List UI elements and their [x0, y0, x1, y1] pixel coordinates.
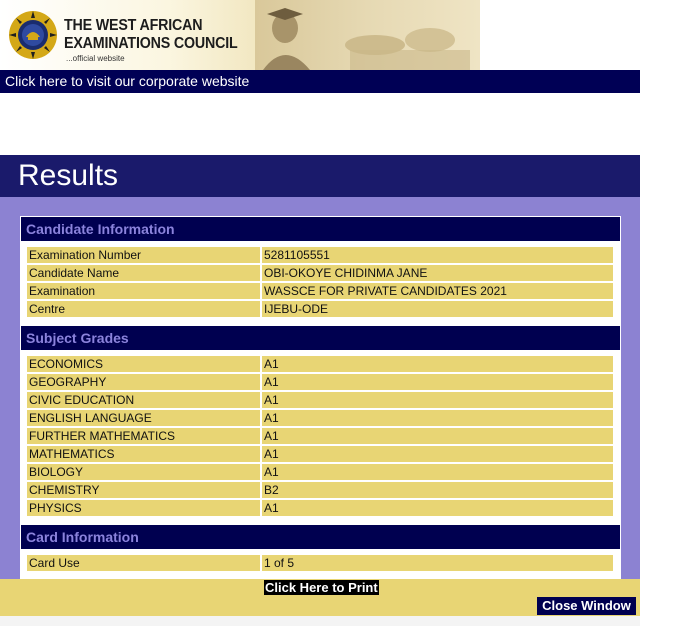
subject-name: PHYSICS: [27, 500, 260, 516]
subject-name: BIOLOGY: [27, 464, 260, 480]
subject-name: ECONOMICS: [27, 356, 260, 372]
subject-name: CIVIC EDUCATION: [27, 392, 260, 408]
close-bar: [0, 596, 640, 616]
candidate-row-value: 5281105551: [262, 247, 613, 263]
subject-grade: A1: [262, 356, 613, 372]
organization-name-line1: THE WEST AFRICAN: [64, 17, 203, 34]
close-window-button[interactable]: Close Window: [537, 597, 636, 615]
candidate-row-label: Examination: [27, 283, 260, 299]
grade-row: [27, 392, 613, 408]
grade-row: [27, 500, 613, 516]
candidate-info-heading: Candidate Information: [21, 217, 620, 241]
banner-subtitle: ...official website: [66, 54, 125, 63]
card-row-label: Card Use: [27, 555, 260, 571]
subject-name: CHEMISTRY: [27, 482, 260, 498]
candidate-row: [27, 247, 613, 263]
subject-name: FURTHER MATHEMATICS: [27, 428, 260, 444]
results-panel: [0, 197, 640, 579]
candidate-row: [27, 301, 613, 317]
print-bar: [0, 579, 640, 596]
grade-row: [27, 446, 613, 462]
subject-grade: A1: [262, 500, 613, 516]
subject-name: GEOGRAPHY: [27, 374, 260, 390]
candidate-row-value: IJEBU-ODE: [262, 301, 613, 317]
banner-photo: [255, 0, 480, 70]
candidate-row-label: Centre: [27, 301, 260, 317]
subject-grades-heading: Subject Grades: [21, 326, 620, 350]
card-row-value: 1 of 5: [262, 555, 613, 571]
candidate-row: [27, 283, 613, 299]
subject-grade: A1: [262, 428, 613, 444]
corporate-website-link[interactable]: Click here to visit our corporate website: [0, 70, 640, 93]
grade-row: [27, 374, 613, 390]
subject-grade: A1: [262, 446, 613, 462]
candidate-row-value: OBI-OKOYE CHIDINMA JANE: [262, 265, 613, 281]
results-title: Results: [0, 155, 640, 197]
candidate-row-label: Examination Number: [27, 247, 260, 263]
candidate-row: [27, 265, 613, 281]
subject-grade: A1: [262, 392, 613, 408]
subject-grade: A1: [262, 464, 613, 480]
waec-seal-icon: [8, 10, 58, 60]
bottom-strip: [0, 616, 640, 626]
organization-name: [64, 17, 238, 53]
candidate-row-value: WASSCE FOR PRIVATE CANDIDATES 2021: [262, 283, 613, 299]
grade-row: [27, 410, 613, 426]
subject-name: MATHEMATICS: [27, 446, 260, 462]
subject-grade: A1: [262, 374, 613, 390]
grade-row: [27, 428, 613, 444]
organization-name-line2: EXAMINATIONS COUNCIL: [64, 35, 238, 52]
results-content: [20, 216, 621, 579]
subject-name: ENGLISH LANGUAGE: [27, 410, 260, 426]
candidate-row-label: Candidate Name: [27, 265, 260, 281]
subject-grade: B2: [262, 482, 613, 498]
waec-banner: [0, 0, 480, 70]
subject-grade: A1: [262, 410, 613, 426]
print-button[interactable]: Click Here to Print: [265, 580, 378, 595]
card-info-heading: Card Information: [21, 525, 620, 549]
grade-row: [27, 464, 613, 480]
grade-row: [27, 482, 613, 498]
card-row: [27, 555, 613, 571]
grade-row: [27, 356, 613, 372]
